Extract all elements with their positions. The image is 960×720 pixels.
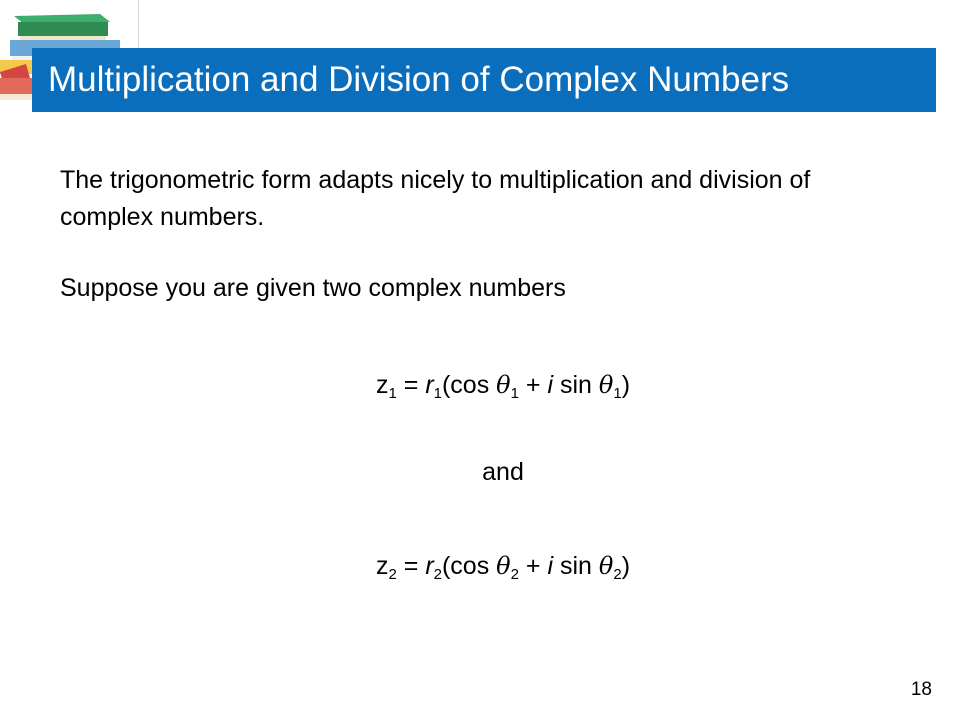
formula-sin: sin bbox=[553, 552, 599, 580]
connector-and: and bbox=[482, 458, 524, 486]
page-number: 18 bbox=[910, 679, 932, 700]
formula-eq: = bbox=[396, 371, 426, 399]
formula-theta: θ bbox=[496, 552, 511, 580]
formula-var: z bbox=[375, 371, 389, 399]
formula-close: ) bbox=[621, 371, 631, 399]
slide-title: Multiplication and Division of Complex Numbers bbox=[48, 60, 790, 99]
formula-i: i bbox=[547, 552, 554, 580]
formula-plus: + bbox=[518, 371, 548, 399]
intro-paragraph: The trigonometric form adapts nicely to multiplication and division of complex numbers. bbox=[60, 166, 811, 231]
formula-sub: 1 bbox=[510, 385, 519, 402]
formula-plus: + bbox=[518, 552, 548, 580]
formula-r: r bbox=[425, 552, 434, 580]
formula-sub: 2 bbox=[510, 566, 519, 583]
formula-cos: (cos bbox=[441, 552, 497, 580]
formula-sub: 1 bbox=[613, 385, 622, 402]
formula-sub: 1 bbox=[433, 385, 442, 402]
formula-sub: 1 bbox=[388, 385, 397, 402]
formula-eq: = bbox=[396, 552, 426, 580]
formula-close: ) bbox=[621, 552, 631, 580]
formula-sub: 2 bbox=[433, 566, 442, 583]
formula-i: i bbox=[547, 371, 554, 399]
formula-theta: θ bbox=[496, 371, 511, 399]
formula-z1 bbox=[0, 368, 960, 402]
given-paragraph: Suppose you are given two complex numbers bbox=[60, 274, 566, 302]
formula-sub: 2 bbox=[613, 566, 622, 583]
formula-cos: (cos bbox=[441, 371, 497, 399]
formula-var: z bbox=[375, 552, 389, 580]
formula-z2 bbox=[0, 549, 960, 583]
formula-sin: sin bbox=[553, 371, 599, 399]
formula-theta: θ bbox=[598, 371, 614, 399]
formula-sub: 2 bbox=[388, 566, 397, 583]
formula-theta: θ bbox=[598, 552, 614, 580]
formula-r: r bbox=[425, 371, 434, 399]
